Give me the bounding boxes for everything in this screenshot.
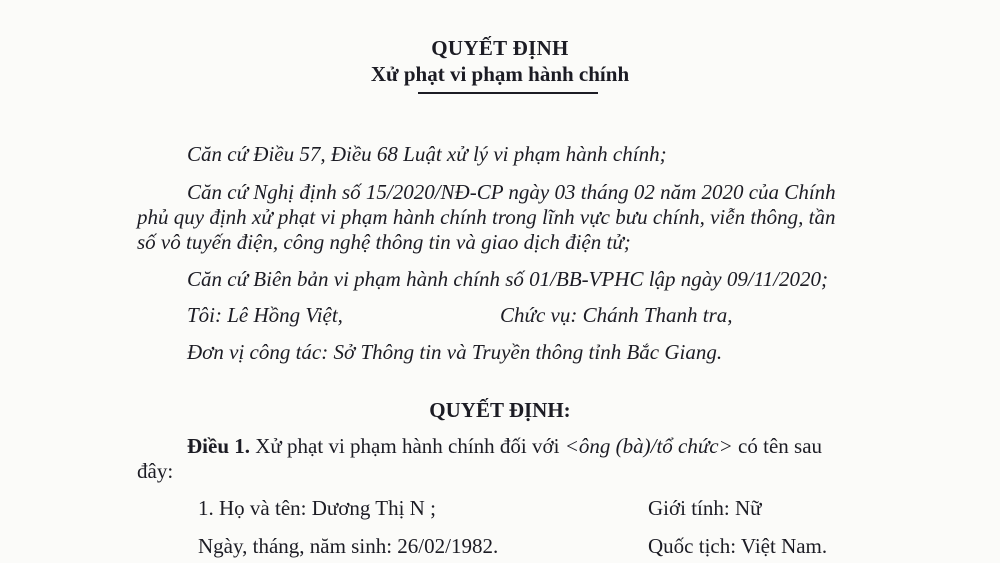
decision-heading: QUYẾT ĐỊNH: bbox=[429, 398, 571, 422]
document-title: QUYẾT ĐỊNH bbox=[431, 36, 569, 60]
basis-law: Căn cứ Điều 57, Điều 68 Luật xử lý vi phạm hành chính; bbox=[187, 142, 667, 166]
person-dob: Ngày, tháng, năm sinh: 26/02/1982. bbox=[198, 534, 499, 558]
person-gender: Giới tính: Nữ bbox=[648, 496, 762, 520]
person-nationality: Quốc tịch: Việt Nam. bbox=[648, 534, 828, 558]
signer-unit: Đơn vị công tác: Sở Thông tin và Truyền thông tỉnh Bắc Giang. bbox=[187, 340, 723, 364]
article-1-continuation: đây: bbox=[137, 459, 174, 483]
article-1-text-a: Xử phạt vi phạm hành chính đối với bbox=[250, 434, 565, 458]
basis-decree-line-2: phủ quy định xử phạt vi phạm hành chính trong lĩnh vực bưu chính, viễn thông, tần bbox=[137, 205, 836, 229]
basis-record: Căn cứ Biên bản vi phạm hành chính số 01/BB-VPHC lập ngày 09/11/2020; bbox=[187, 267, 828, 291]
article-1-label: Điều 1. bbox=[187, 434, 250, 458]
article-1-text-b: có tên sau bbox=[732, 434, 823, 458]
basis-decree-line-1: Căn cứ Nghị định số 15/2020/NĐ-CP ngày 03 tháng 02 năm 2020 của Chính bbox=[187, 180, 836, 204]
person-name: 1. Họ và tên: Dương Thị N ; bbox=[198, 496, 436, 520]
subtitle-underline bbox=[418, 92, 598, 94]
signer-name: Tôi: Lê Hồng Việt, bbox=[187, 303, 343, 327]
article-1 bbox=[187, 433, 822, 459]
article-1-text-italic: <ông (bà)/tổ chức> bbox=[564, 434, 733, 458]
document-subtitle: Xử phạt vi phạm hành chính bbox=[370, 62, 630, 86]
basis-decree-line-3: số vô tuyến điện, công nghệ thông tin và giao dịch điện tử; bbox=[137, 230, 631, 254]
signer-position: Chức vụ: Chánh Thanh tra, bbox=[500, 303, 733, 327]
